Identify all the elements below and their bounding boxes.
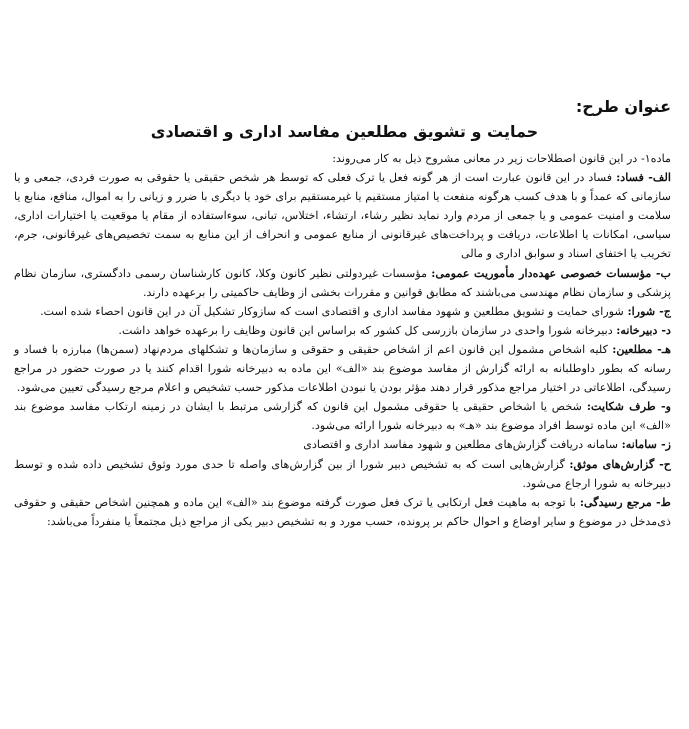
definition-label: ح- گزارش‌های موثق: xyxy=(569,456,671,471)
definition-item-informants xyxy=(14,340,671,397)
heading-label: عنوان طرح: xyxy=(575,97,671,116)
definition-text: شورای حمایت و تشویق مطلعین و شهود مفاسد اداری و اقتصادی است که سازوکار تشکیل آن در این قانون احصاء شده است. xyxy=(40,304,628,318)
definition-text: سامانه دریافت گزارش‌های مطلعین و شهود مفاسد اداری و اقتصادی xyxy=(303,438,622,452)
article-intro: ماده۱- در این قانون اصطلاحات زیر در معانی مشروح ذیل به کار می‌روند: xyxy=(332,152,671,165)
definition-item-corruption xyxy=(14,168,671,263)
definition-text: فساد در این قانون عبارت است از هر گونه فعل یا ترک فعلی که توسط هر شخص حقیقی یا حقوقی به صورت فردی، جمعی و یا سازمانی که عمداً و با هدف کسب هرگونه منفعت یا امتیاز مستقیم یا غیرمستقیم برای خود یا دیگری با ضرر و زیانی را به اموال، منافع، منابع یا سلامت و امنیت عمومی و یا جمعی از مردم وارد نماید نظیر رشاء، ارتشاء، اختلاس، تبانی، سوءاستفاده از مقام یا موقعیت یا اختیارات اداری، سیاسی، امکانات یا اطلاعات، دریافت و پرداخت‌های غیرقانونی از منابع عمومی و انحراف از این منابع به سمت تخصیص‌های غیرقانونی، جرم، تخریب یا اختفای اسناد و سوابق اداری و مالی xyxy=(14,171,671,261)
definition-label: د- دبیرخانه: xyxy=(616,322,671,337)
definition-label: ج- شورا: xyxy=(627,303,671,318)
document-title: حمایت و تشویق مطلعین مفاسد اداری و اقتصادی xyxy=(150,122,539,141)
definition-item-private-institutions xyxy=(14,264,671,302)
definition-item-reliable-reports xyxy=(14,455,671,493)
definition-label: و- طرف شکایت: xyxy=(586,399,671,414)
definition-label: ب- مؤسسات خصوصی عهده‌دار مأموریت عمومی: xyxy=(431,265,671,280)
definition-item-secretariat xyxy=(14,321,671,340)
definition-item-complaint-party xyxy=(14,397,671,435)
definition-text: کلیه اشخاص مشمول این قانون اعم از اشخاص حقیقی و حقوقی و سازمان‌ها و تشکلهای مردم‌نهاد (سمن‌ها) مبارزه با فساد و رسانه که بطور داوطلبانه به ارائه گزارش از مفاسد موضوع بند «الف» این ماده به دبیرخانه شورا اقدام کنند یا در صورت حضور در مراجع رسیدگی، اطلاعاتی در اختیار مراجع مذکور قرار دهند مؤثر بودن یا نبودن اطلاعات مذکور حسب تشخیص و اعلام مرجع رسیدگی تعیین می‌شود. xyxy=(14,342,671,395)
definition-item-system xyxy=(14,435,671,454)
definition-text: گزارش‌هایی است که به تشخیص دبیر شورا از بین گزارش‌های واصله تا حدی مورد وثوق تشخیص داده شده و توسط دبیرخانه به شورا ارجاع می‌شود. xyxy=(14,457,671,490)
definition-label: الف- فساد: xyxy=(616,170,671,185)
definition-text: مؤسسات غیردولتی نظیر کانون وکلا، کانون کارشناسان رسمی دادگستری، سازمان نظام پزشکی و سازمان نظام مهندسی می‌باشند که مطابق قوانین و مقررات بخشی از وظایف حاکمیتی را برعهده دارند. xyxy=(14,266,671,299)
definition-text: شخص یا اشخاص حقیقی یا حقوقی مشمول این قانون که گزارشی مرتبط با ایشان در زمینه ارتکاب مفاسد موضوع بند «الف» این ماده توسط افراد موضوع بند «هـ» به دبیرخانه شورا ارائه می‌شود. xyxy=(14,400,671,433)
document-body xyxy=(14,149,671,531)
definition-item-authority xyxy=(14,493,671,531)
definition-label: ز- سامانه: xyxy=(621,437,671,452)
definition-label: هـ- مطلعین: xyxy=(612,341,671,356)
definition-label: ط- مرجع رسیدگی: xyxy=(579,494,671,509)
definition-item-council xyxy=(14,302,671,321)
definition-text: دبیرخانه شورا واحدی در سازمان بازرسی کل کشور که براساس این قانون وظایف را برعهده خواهد داشت. xyxy=(118,323,617,337)
definition-text: با توجه به ماهیت فعل ارتکابی یا ترک فعل صورت گرفته موضوع بند «الف» این ماده و همچنین اشخاص حقیقی و حقوقی ذی‌مدخل در موضوع و سایر اوضاع و احوال حاکم بر پرونده، حسب مورد و به تشخیص دبیر یکی از مراجع ذیل مجتمعاً یا منفرداً می‌باشد: xyxy=(14,495,671,528)
